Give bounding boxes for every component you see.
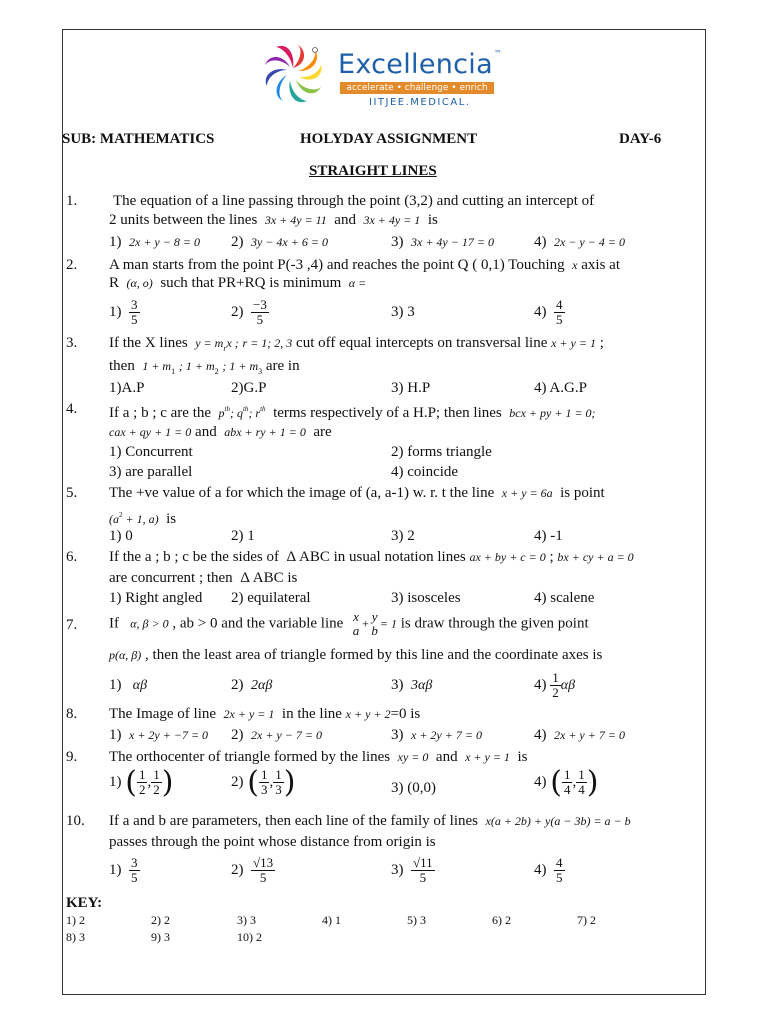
question-text: passes through the point whose distance from origin is <box>109 834 436 850</box>
option-2: 2) ( $\frac{1}{3}$ , $\frac{1}{3}$ ) <box>231 765 296 800</box>
option-1: 1)A.P <box>109 380 145 396</box>
option-1: 1) 2x + y − 8 = 0 <box>109 234 200 250</box>
option-3: 3) $\frac{√11}{5}$ <box>391 855 433 885</box>
option-3: 3) 3x + 4y − 17 = 0 <box>391 234 494 250</box>
question-text: The orthocenter of triangle formed by the lines xy = 0 and x + y = 1 is <box>109 749 528 765</box>
option-1: 1) $\frac{3}{5}$ <box>109 297 138 327</box>
answer-key-item: 4) 1 <box>322 913 341 927</box>
answer-key-title: KEY: <box>66 895 103 911</box>
question-number: 2. <box>66 257 78 273</box>
option-4: 4) A.G.P <box>534 380 587 396</box>
option-4: 4) 2x − y − 4 = 0 <box>534 234 625 250</box>
option-3: 3) 3 <box>391 304 415 320</box>
question-text: p(α, β) , then the least area of triangle formed by this line and the coordinate axes is <box>109 647 603 663</box>
question-text: If a ; b ; c are the $p^{th}$; $q^{th}$; $r^{th}$ terms respectively of a H.P; then lines bcx + py + 1 = 0; <box>109 405 596 421</box>
option-2: 2) 1 <box>231 528 255 544</box>
answer-key-item: 6) 2 <box>492 913 511 927</box>
option-1: 1) 0 <box>109 528 133 544</box>
question-number: 9. <box>66 749 78 765</box>
question-number: 3. <box>66 335 78 351</box>
option-1: 1) Concurrent <box>109 444 193 460</box>
answer-key-item: 7) 2 <box>577 913 596 927</box>
option-4: 4) 2x + y + 7 = 0 <box>534 727 625 743</box>
question-text: cax + qy + 1 = 0 and abx + ry + 1 = 0 are <box>109 424 332 440</box>
answer-key-item: 8) 3 <box>66 930 85 944</box>
brand-subtitle: IITJEE.MEDICAL. <box>369 97 471 108</box>
option-4: 4) $\frac{4}{5}$ <box>534 855 563 885</box>
question-text: A man starts from the point P(-3 ,4) and reaches the point Q ( 0,1) Touching x axis at <box>109 257 620 273</box>
question-number: 1. <box>66 193 78 209</box>
option-1: 1) x + 2y + −7 = 0 <box>109 727 209 743</box>
question-text: The equation of a line passing through the point (3,2) and cutting an intercept of <box>113 193 595 209</box>
option-4: 4) scalene <box>534 590 595 606</box>
question-text: If a and b are parameters, then each line of the family of lines x(a + 2b) + y(a − 3b) = a − b <box>109 813 631 829</box>
brand-name: Excellencia™ <box>338 49 503 80</box>
question-number: 4. <box>66 401 78 417</box>
option-1: 1) ( $\frac{1}{2}$ , $\frac{1}{2}$ ) <box>109 765 174 800</box>
assignment-title: HOLYDAY ASSIGNMENT <box>300 131 478 147</box>
question-text: 2 units between the lines 3x + 4y = 11 and 3x + 4y = 1 is <box>109 212 438 228</box>
option-3: 3) x + 2y + 7 = 0 <box>391 727 482 743</box>
question-number: 10. <box>66 813 85 829</box>
answer-key-item: 9) 3 <box>151 930 170 944</box>
option-4: 4) -1 <box>534 528 563 544</box>
question-text: The +ve value of a for which the image of (a, a-1) w. r. t the line x + y = 6a is point <box>109 485 605 501</box>
day-label: DAY-6 <box>619 131 662 147</box>
question-number: 8. <box>66 706 78 722</box>
option-3: 3) H.P <box>391 380 431 396</box>
brand-tagline: accelerate • challenge • enrich <box>340 82 494 94</box>
question-text: then $1 + m_1$ ; $1 + m_2$ ; $1 + m_3$ are in <box>109 358 300 376</box>
question-number: 6. <box>66 549 78 565</box>
option-1: 1) $\frac{3}{5}$ <box>109 855 138 885</box>
answer-key-item: 3) 3 <box>237 913 256 927</box>
question-text: If α, β > 0 , ab > 0 and the variable line x a + y b = 1 is draw through the given point <box>109 609 589 638</box>
answer-key-item: 5) 3 <box>407 913 426 927</box>
subject-label: SUB: MATHEMATICS <box>62 131 215 147</box>
option-3: 3) isosceles <box>391 590 461 606</box>
option-2: 2) 3y − 4x + 6 = 0 <box>231 234 328 250</box>
option-2: 2)G.P <box>231 380 267 396</box>
question-text: ($a^2 + 1$, a) is <box>109 511 177 527</box>
question-text: If the X lines $y = m_rx$ ; r = 1; 2, 3 cut off equal intercepts on transversal line x + y = 1 ; <box>109 335 604 353</box>
answer-key-item: 10) 2 <box>237 930 262 944</box>
option-3: 3) 2 <box>391 528 415 544</box>
option-2: 2) forms triangle <box>391 444 492 460</box>
question-number: 7. <box>66 617 78 633</box>
option-3: 3) are parallel <box>109 464 193 480</box>
option-4: 4) coincide <box>391 464 459 480</box>
option-3: 3) (0,0) <box>391 780 436 796</box>
question-text: R (α, o) such that PR+RQ is minimum α = <box>109 275 367 291</box>
answer-key-item: 2) 2 <box>151 913 170 927</box>
answer-key-item: 1) 2 <box>66 913 85 927</box>
question-text: The Image of line 2x + y = 1 in the line x + y + 2=0 is <box>109 706 421 722</box>
option-1: 1) αβ <box>109 677 148 693</box>
option-4: 4) $\frac{4}{5}$ <box>534 297 563 327</box>
option-2: 2) $\frac{-3}{5}$ <box>231 297 267 327</box>
option-4: 4) $\frac{1}{2}$ αβ <box>534 670 576 700</box>
question-number: 5. <box>66 485 78 501</box>
option-4: 4) ( $\frac{1}{4}$ , $\frac{1}{4}$ ) <box>534 765 599 800</box>
excellencia-logo-icon <box>262 41 324 103</box>
option-2: 2) 2x + y − 7 = 0 <box>231 727 322 743</box>
option-3: 3) 3αβ <box>391 677 433 693</box>
option-2: 2) $\frac{√13}{5}$ <box>231 855 274 885</box>
topic-heading: STRAIGHT LINES <box>309 163 437 179</box>
option-1: 1) Right angled <box>109 590 203 606</box>
option-2: 2) 2αβ <box>231 677 273 693</box>
option-2: 2) equilateral <box>231 590 311 606</box>
question-text: are concurrent ; then Δ ABC is <box>109 570 298 586</box>
question-text: If the a ; b ; c be the sides of Δ ABC in usual notation lines ax + by + c = 0 ; bx + cy + a = 0 <box>109 549 634 565</box>
